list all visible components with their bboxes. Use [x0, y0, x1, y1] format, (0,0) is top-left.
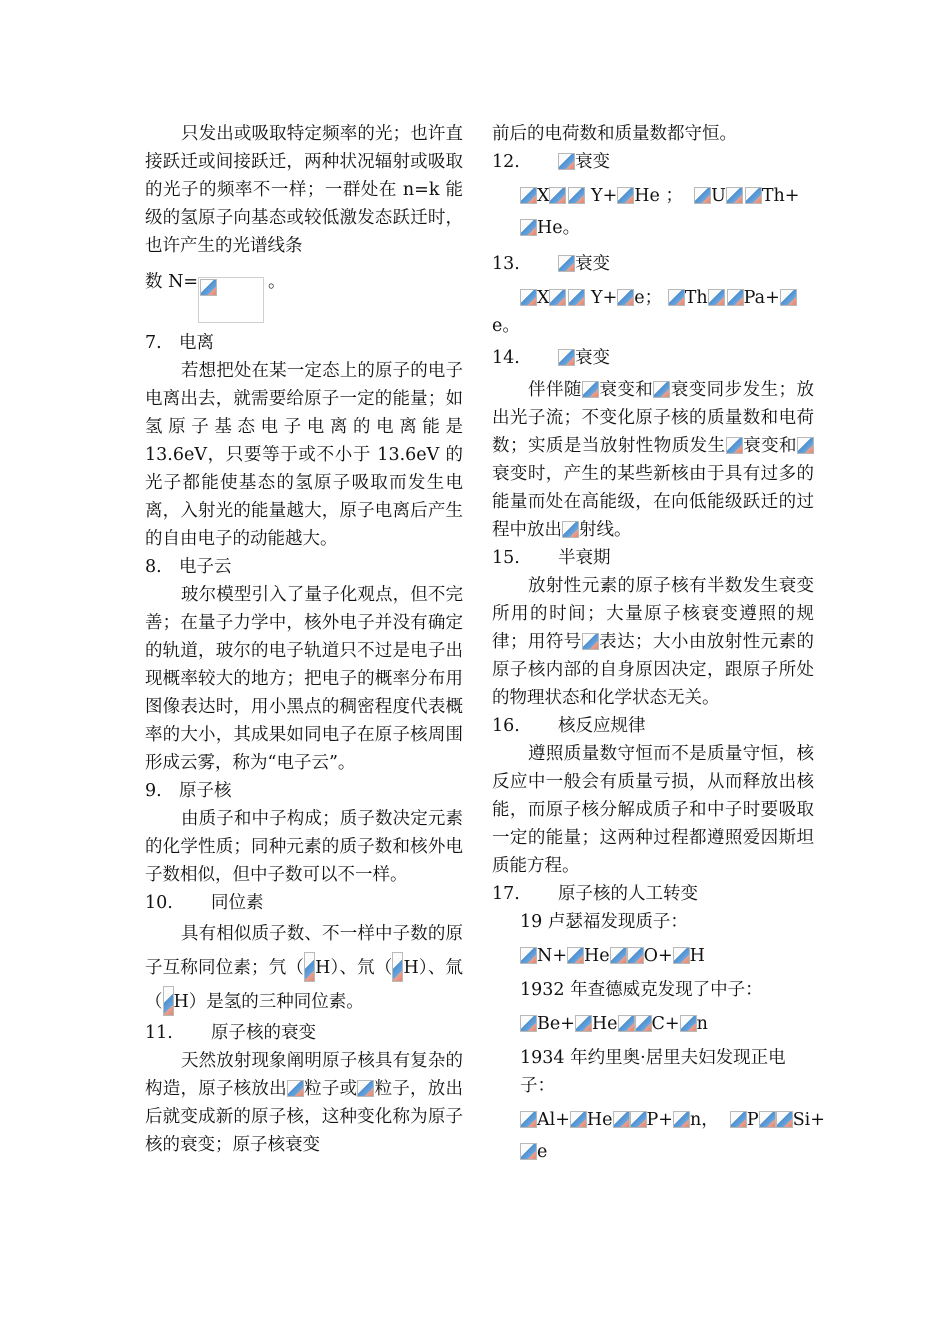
equation-text: n， [689, 1110, 719, 1130]
formula-image-icon [627, 947, 644, 964]
section-heading [145, 329, 463, 357]
formula-image-icon [520, 187, 537, 204]
formula-image-icon [668, 289, 685, 306]
equation-text: O+ [643, 946, 673, 966]
formula-image-icon [570, 1111, 587, 1128]
formula-image-icon [520, 1111, 537, 1128]
equation-text: He ； [634, 186, 683, 206]
formula-image-icon [582, 633, 599, 650]
heading-title: 核反应规律 [558, 716, 646, 736]
formula-image-icon [618, 1015, 635, 1032]
heading-number: 11. [145, 1023, 173, 1043]
paragraph-text: 表达；大小由放射性元素的原子核内部的自身原因决定，跟原子所处的物理状态和化学状态无关。 [492, 632, 815, 708]
formula-image-icon [694, 187, 711, 204]
paragraph-text: 放射性元素的原子核有半数发生衰变所用的时间；大量原子核衰变遵照的规律；用符号 [492, 576, 814, 652]
paragraph [492, 908, 814, 936]
paragraph-text: 衰变同步发生；放出光子流；不变化原子核的质量数和电荷数；实质是当放射性物质发生 [492, 380, 815, 456]
paragraph [492, 312, 814, 340]
equation-text: Th [684, 288, 708, 308]
equation-text: n [696, 1014, 708, 1034]
equation-text: He [591, 1014, 618, 1034]
formula-image-icon [582, 381, 599, 398]
formula-image-icon [558, 255, 575, 272]
equation-text: N+ [537, 946, 567, 966]
equation-text: U [711, 186, 726, 206]
formula-image-icon [287, 1080, 304, 1097]
section-heading [145, 777, 463, 805]
heading-title: 原子核 [179, 781, 232, 801]
paragraph [492, 976, 814, 1004]
heading-title: 电离 [179, 333, 214, 353]
equation-text: P+ [646, 1110, 673, 1130]
equation-text: He [583, 946, 610, 966]
heading-number: 15. [492, 548, 520, 568]
equation [492, 1106, 825, 1134]
formula-image-icon [613, 1111, 630, 1128]
section-heading [492, 250, 814, 278]
paragraph-text: 射线。 [579, 520, 632, 540]
formula-image-icon [727, 289, 744, 306]
section-heading [492, 544, 814, 572]
heading-number: 13. [492, 254, 520, 274]
paragraph-text: 粒子或 [303, 1079, 358, 1099]
paragraph-text: H）是氢的三种同位素。 [173, 992, 364, 1012]
paragraph-text: 19 卢瑟福发现质子： [520, 912, 688, 932]
formula-image-icon [680, 1015, 697, 1032]
equation-text: e [537, 1142, 548, 1162]
paragraph [145, 268, 463, 323]
paragraph-text: 前后的电荷数和质量数都守恒。 [492, 124, 737, 144]
equation-text: P [746, 1110, 759, 1130]
section-heading [145, 889, 463, 917]
equation-text: Y+ [591, 288, 618, 308]
equation-text: Y+ [591, 186, 618, 206]
formula-image-icon [635, 1015, 652, 1032]
formula-image-icon [617, 187, 634, 204]
paragraph-text: H）、氚（ [145, 958, 464, 1012]
paragraph-text: 。 [268, 272, 286, 292]
formula-image-icon [630, 1111, 647, 1128]
paragraph-text: 玻尔模型引入了量子化观点，但不完善；在量子力学中，核外电子并没有确定的轨道，玻尔的电子轨道只不过是电子出现概率较大的地方；把电子的概率分布用图像表达时，用小黑点的稠密程度代表概率的大小，其成果如同电子在原子核周围形成云雾，称为“电子云”。 [145, 585, 463, 773]
paragraph-text: 衰变和 [742, 436, 798, 456]
heading-number: 7. [145, 333, 162, 353]
paragraph [145, 120, 463, 260]
formula-image-icon [558, 153, 575, 170]
formula-image-icon [198, 277, 264, 323]
formula-image-icon [575, 1015, 592, 1032]
formula-image-icon [568, 289, 585, 306]
section-heading [492, 344, 814, 372]
formula-image-icon [726, 187, 743, 204]
paragraph-text: 衰变时，产生的某些新核由于具有过多的能量而处在高能级，在向低能级跃迁的过程中放出 [492, 464, 814, 540]
equation [492, 182, 814, 210]
equation-text: Si+ [792, 1110, 825, 1130]
paragraph-text: 若想把处在某一定态上的原子的电子电离出去，就需要给原子一定的能量；如氢原子基态电子电离的电离能是 13.6eV，只要等于或不小于 13.6eV 的光子都能使基态的氢原子吸取而发生电离，入射光的能量越大，原子电离后产生的自由电子的动能越大。 [145, 361, 463, 549]
formula-image-icon [562, 521, 579, 538]
formula-image-icon [617, 289, 634, 306]
section-heading [145, 1019, 463, 1047]
formula-image-icon [759, 1111, 776, 1128]
right-column [492, 120, 825, 1166]
paragraph [145, 805, 463, 889]
equation [492, 284, 814, 312]
heading-title: 原子核的衰变 [211, 1023, 316, 1043]
heading-title: 衰变 [575, 152, 610, 172]
paragraph [492, 572, 814, 712]
paragraph-text: 数 N= [145, 272, 199, 292]
paragraph-text: 由质子和中子构成；质子数决定元素的化学性质；同种元素的质子数和核外电子数相似，但中子数可以不一样。 [145, 809, 463, 885]
equation-text: He。 [537, 218, 581, 238]
paragraph [492, 376, 814, 544]
paragraph [145, 581, 463, 777]
formula-image-icon [520, 1015, 537, 1032]
heading-title: 电子云 [179, 557, 232, 577]
formula-image-icon [726, 437, 743, 454]
formula-image-icon [549, 187, 566, 204]
equation-text: Be+ [537, 1014, 575, 1034]
section-heading [492, 148, 814, 176]
equation [492, 1010, 814, 1038]
formula-image-icon [673, 1111, 690, 1128]
paragraph-text: e。 [492, 316, 520, 336]
paragraph [492, 120, 814, 148]
formula-image-icon [745, 187, 762, 204]
formula-image-icon [392, 952, 403, 982]
heading-number: 9. [145, 781, 162, 801]
formula-image-icon [549, 289, 566, 306]
paragraph [145, 357, 463, 553]
paragraph-text: 1934 年约里奥·居里夫妇发现正电子： [520, 1048, 786, 1096]
equation-text: e； [634, 288, 663, 308]
equation-text: H [689, 946, 705, 966]
equation [492, 1138, 814, 1166]
formula-image-icon [776, 1111, 793, 1128]
formula-image-icon [520, 947, 537, 964]
formula-image-icon [520, 1143, 537, 1160]
left-column [145, 120, 463, 1159]
formula-image-icon [558, 349, 575, 366]
paragraph-text: 具有相似质子数、不一样中子数的原子互称同位素；氕（ [145, 924, 463, 978]
heading-number: 10. [145, 893, 173, 913]
heading-number: 8. [145, 557, 162, 577]
formula-image-icon [568, 187, 585, 204]
heading-title: 原子核的人工转变 [558, 884, 698, 904]
heading-title: 半衰期 [558, 548, 611, 568]
heading-title: 衰变 [575, 254, 610, 274]
equation [492, 214, 814, 242]
equation-text: X [537, 186, 550, 206]
formula-image-icon [520, 289, 537, 306]
heading-title: 同位素 [211, 893, 264, 913]
formula-image-icon [610, 947, 627, 964]
paragraph-text: 伴伴随 [528, 380, 582, 400]
formula-image-icon [797, 437, 814, 454]
formula-image-icon [567, 947, 584, 964]
paragraph-text: 1932 年查德威克发现了中子： [520, 980, 763, 1000]
formula-image-icon [163, 986, 174, 1016]
paragraph [492, 740, 814, 880]
heading-number: 17. [492, 884, 520, 904]
section-heading [492, 880, 814, 908]
formula-image-icon [673, 947, 690, 964]
heading-number: 14. [492, 348, 520, 368]
formula-image-icon [357, 1080, 374, 1097]
section-heading [145, 553, 463, 581]
equation-text: He [586, 1110, 613, 1130]
equation [492, 942, 814, 970]
formula-image-icon [730, 1111, 747, 1128]
paragraph-text: 粒子，放出后就变成新的原子核，这种变化称为原子核的衰变；原子核衰变 [145, 1079, 464, 1155]
heading-number: 16. [492, 716, 520, 736]
formula-image-icon [304, 952, 315, 982]
paragraph-text: 遵照质量数守恒而不是质量守恒，核反应中一般会有质量亏损，从而释放出核能，而原子核分解成质子和中子时要吸取一定的能量；这两种过程都遵照爱因斯坦质能方程。 [492, 744, 814, 876]
paragraph-text: 衰变和 [598, 380, 654, 400]
formula-image-icon [520, 219, 537, 236]
paragraph-text: H）、氘（ [315, 958, 393, 978]
formula-image-icon [708, 289, 725, 306]
equation-text: Al+ [537, 1110, 570, 1130]
paragraph [492, 1044, 814, 1100]
formula-image-icon [780, 289, 797, 306]
paragraph-text: 只发出或吸取特定频率的光；也许直接跃迁或间接跃迁，两种状况辐射或吸取的光子的频率不一样；一群处在 n=k 能级的氢原子向基态或较低激发态跃迁时，也许产生的光谱线条 [145, 124, 463, 256]
section-heading [492, 712, 814, 740]
equation-text: C+ [651, 1014, 680, 1034]
equation-text: X [537, 288, 550, 308]
paragraph-text: 天然放射现象阐明原子核具有复杂的构造，原子核放出 [145, 1051, 463, 1099]
paragraph [145, 1047, 463, 1159]
heading-title: 衰变 [575, 348, 610, 368]
paragraph [145, 917, 463, 1019]
equation-text: Pa+ [743, 288, 780, 308]
heading-number: 12. [492, 152, 520, 172]
formula-image-icon [653, 381, 670, 398]
equation-text: Th+ [761, 186, 800, 206]
